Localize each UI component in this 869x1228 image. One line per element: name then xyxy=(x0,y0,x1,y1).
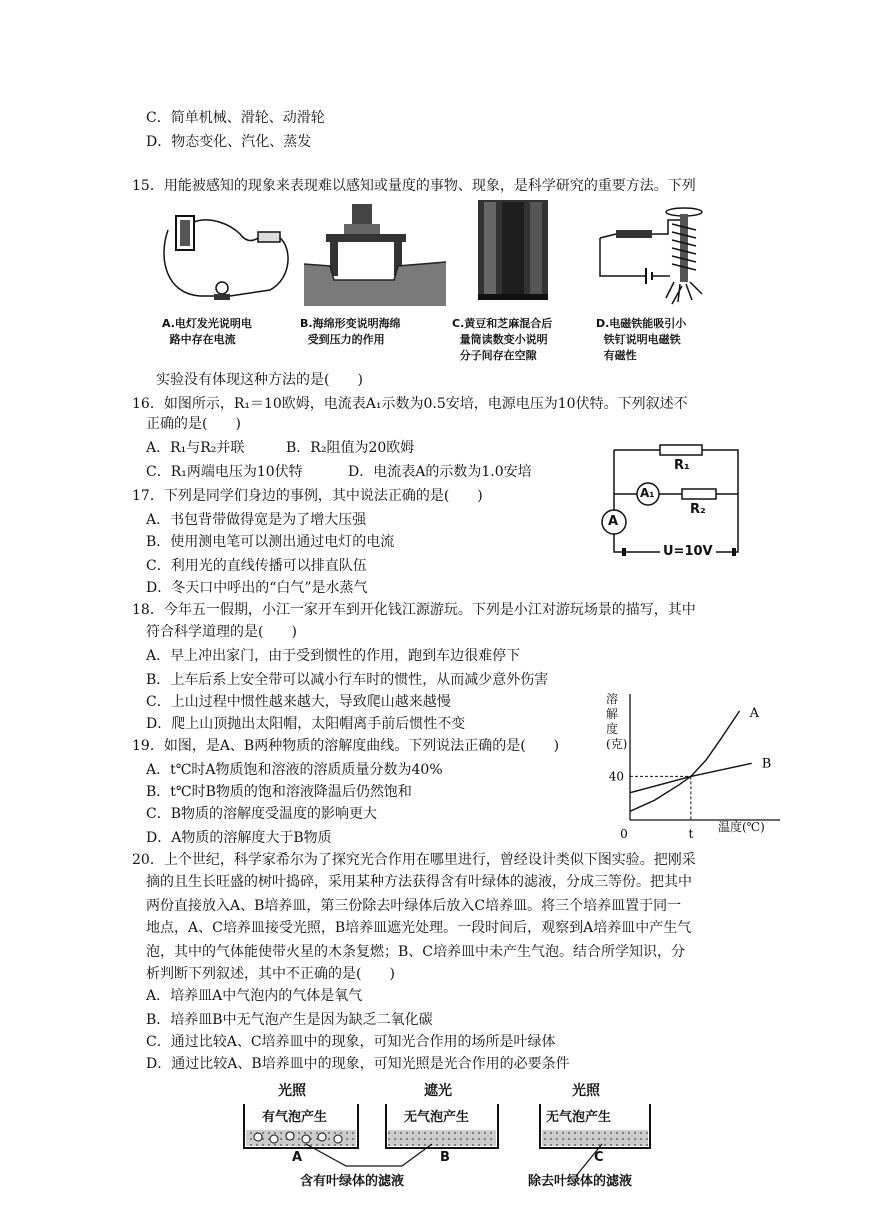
q14-option-d: D．物态变化、汽化、蒸发 xyxy=(146,134,312,150)
q17-option-a: A．书包背带做得宽是为了增大压强 xyxy=(146,512,367,528)
q20-filtrate-label-1: 含有叶绿体的滤液 xyxy=(300,1174,405,1189)
q18-stem-cont: 符合科学道理的是( ) xyxy=(146,624,297,640)
q15-caption-b: B.海绵形变说明海绵 受到压力的作用 xyxy=(300,317,401,346)
q20-option-b: B．培养皿B中无气泡产生是因为缺乏二氧化碳 xyxy=(146,1012,433,1028)
chart-series-a-line xyxy=(630,711,740,811)
q16-voltage-label: U=10V xyxy=(660,544,716,559)
q19-option-d: D．A物质的溶解度大于B物质 xyxy=(146,830,332,846)
q17-option-b: B．使用测电笔可以测出通过电灯的电流 xyxy=(146,534,395,550)
q20-stem-line-5: 泡，其中的气体能使带火星的木条复燃；B、C培养皿中未产生气泡。结合所学知识，分 xyxy=(146,944,685,960)
q17-option-d: D．冬天口中呼出的“白气”是水蒸气 xyxy=(146,580,368,596)
chart-x-tick-label: t xyxy=(688,827,694,841)
q14-option-c: C．简单机械、滑轮、动滑轮 xyxy=(146,110,325,126)
q20-stem-line-4: 地点，A、C培养皿接受光照，B培养皿遮光处理。一段时间后，观察到A培养皿中产生气 xyxy=(146,920,692,936)
q20-light-label-1: 光照 xyxy=(278,1083,306,1099)
q20-dish-a-letter: A xyxy=(292,1150,303,1165)
q18-option-c: C．上山过程中惯性越来越大，导致爬山越来越慢 xyxy=(146,694,451,710)
q20-option-c: C．通过比较A、C培养皿中的现象，可知光合作用的场所是叶绿体 xyxy=(146,1034,556,1050)
q20-stem-line-6: 析判断下列叙述，其中不正确的是( ) xyxy=(146,966,395,982)
q20-dish-b-text: 无气泡产生 xyxy=(404,1110,470,1125)
q15-caption-a: A.电灯发光说明电 路中存在电流 xyxy=(162,317,252,346)
q16-option-c: C．R₁两端电压为10伏特 xyxy=(146,464,303,480)
q15-figure-d xyxy=(596,204,720,306)
q16-r2-label: R₂ xyxy=(690,502,706,517)
q16-option-a: A．R₁与R₂并联 xyxy=(146,440,245,456)
q20-dish-a-text: 有气泡产生 xyxy=(262,1110,328,1125)
q19-stem: 19．如图，是A、B两种物质的溶解度曲线。下列说法正确的是( ) xyxy=(132,738,560,754)
chart-x-axis-label: 温度(℃) xyxy=(718,820,765,834)
q17-option-c: C．利用光的直线传播可以排直队伍 xyxy=(146,558,367,574)
q15-figure-b xyxy=(300,200,450,310)
q20-shade-label: 遮光 xyxy=(424,1083,452,1099)
q20-option-d: D．通过比较A、B培养皿中的现象，可知光照是光合作用的必要条件 xyxy=(146,1056,570,1072)
q15-stem-cont: 实验没有体现这种方法的是( ) xyxy=(156,372,363,388)
chart-y-axis-label: 溶解度(克) xyxy=(606,692,628,751)
q20-option-a: A．培养皿A中气泡内的气体是氧气 xyxy=(146,988,363,1004)
q16-a-label: A xyxy=(608,514,619,529)
chart-series-b-label: B xyxy=(761,756,772,772)
q15-caption-c: C.黄豆和芝麻混合后 量筒读数变小说明 分子间存在空隙 xyxy=(452,317,553,362)
chart-series-a-label: A xyxy=(749,705,759,721)
q17-stem: 17．下列是同学们身边的事例，其中说法正确的是( ) xyxy=(132,488,483,504)
q19-option-b: B．t℃时B物质的饱和溶液降温后仍然饱和 xyxy=(146,784,412,800)
q15-caption-d: D.电磁铁能吸引小 铁钉说明电磁铁 有磁性 xyxy=(596,317,687,362)
chart-y-tick-label: 40 xyxy=(608,769,624,784)
q16-a1-label: A₁ xyxy=(640,486,655,500)
q20-light-label-2: 光照 xyxy=(572,1083,600,1099)
q19-option-c: C．B物质的溶解度受温度的影响更大 xyxy=(146,806,377,822)
q20-dish-c-text: 无气泡产生 xyxy=(546,1110,612,1125)
q18-option-a: A．早上冲出家门，由于受到惯性的作用，跑到车边很难停下 xyxy=(146,648,521,664)
q15-figure-a xyxy=(160,208,300,308)
q20-dish-c-letter: C xyxy=(594,1150,604,1165)
q20-dish-b-letter: B xyxy=(440,1150,450,1165)
q15-stem: 15．用能被感知的现象来表现难以感知或量度的事物、现象，是科学研究的重要方法。下列 xyxy=(132,178,696,194)
q20-stem-line-3: 两份直接放入A、B培养皿，第三份除去叶绿体后放入C培养皿。将三个培养皿置于同一 xyxy=(146,898,682,914)
q15-figure-c xyxy=(476,198,550,302)
q19-option-a: A．t℃时A物质饱和溶液的溶质质量分数为40% xyxy=(146,762,443,778)
q20-stem-line-1: 20．上个世纪，科学家希尔为了探究光合作用在哪里进行，曾经设计类似下图实验。把刚采 xyxy=(132,852,696,868)
q16-option-b: B．R₂阻值为20欧姆 xyxy=(286,440,415,456)
q18-stem: 18．今年五一假期，小江一家开车到开化钱江源游玩。下列是小江对游玩场景的描写，其中 xyxy=(132,602,696,618)
q18-option-b: B．上车后系上安全带可以减小行车时的惯性，从而减少意外伤害 xyxy=(146,672,549,688)
chart-x-tick-label: 0 xyxy=(620,827,628,841)
q20-filtrate-label-2: 除去叶绿体的滤液 xyxy=(528,1174,633,1189)
q16-stem: 16．如图所示，R₁＝10欧姆，电流表A₁示数为0.5安培，电源电压为10伏特。下列叙述不 xyxy=(132,396,688,412)
q16-stem-cont: 正确的是( ) xyxy=(146,416,241,432)
q16-r1-label: R₁ xyxy=(674,458,690,473)
q20-stem-line-2: 摘的且生长旺盛的树叶捣碎，采用某种方法获得含有叶绿体的滤液，分成三等份。把其中 xyxy=(146,874,692,890)
q18-option-d: D．爬上山顶抛出太阳帽，太阳帽离手前后惯性不变 xyxy=(146,716,466,732)
q16-option-d: D．电流表A的示数为1.0安培 xyxy=(348,464,532,480)
